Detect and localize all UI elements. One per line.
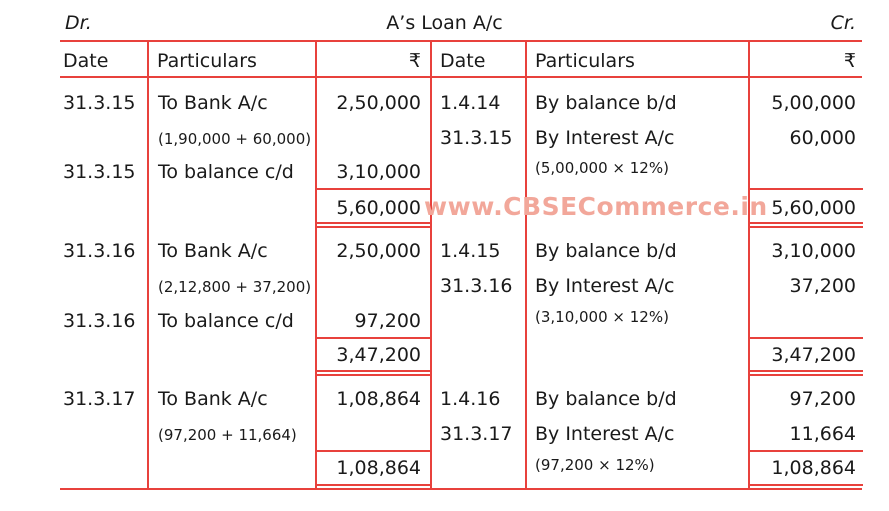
entry-particulars: To balance c/d [158,310,294,332]
entry-date: 1.4.15 [440,240,501,262]
entry-amount: 1,08,864 [336,388,421,410]
account-title: A’s Loan A/c [386,12,503,34]
total-rule-credit-3-bottom [749,484,863,486]
entry-amount: 37,200 [789,275,856,297]
entry-particulars: To Bank A/c [158,240,268,262]
entry-particulars: By Interest A/c [535,127,675,149]
entry-note: (97,200 + 11,664) [158,426,297,444]
header-amount-credit: ₹ [843,50,856,72]
total-rule-debit-1-double [316,226,431,228]
entry-date: 31.3.16 [63,310,136,332]
header-particulars-debit: Particulars [157,50,257,72]
entry-particulars: To Bank A/c [158,92,268,114]
entry-date: 31.3.16 [63,240,136,262]
total-debit: 3,47,200 [336,344,421,366]
header-date-debit: Date [63,50,109,72]
total-rule-credit-1-bottom [749,222,863,224]
total-rule-credit-1-top [749,188,863,190]
header-top-rule [60,40,862,42]
entry-particulars: By balance b/d [535,240,677,262]
total-rule-debit-2-bottom [316,370,431,372]
total-debit: 1,08,864 [336,457,421,479]
entry-date: 31.3.16 [440,275,513,297]
total-rule-debit-3-bottom [316,484,431,486]
entry-date: 1.4.14 [440,92,501,114]
entry-particulars: By balance b/d [535,388,677,410]
total-credit: 1,08,864 [771,457,856,479]
entry-date: 31.3.17 [440,423,513,445]
entry-amount: 11,664 [789,423,856,445]
entry-amount: 3,10,000 [771,240,856,262]
total-rule-credit-2-double [749,374,863,376]
total-rule-credit-2-top [749,337,863,339]
entry-date: 31.3.15 [440,127,513,149]
entry-amount: 5,00,000 [771,92,856,114]
total-credit: 5,60,000 [771,197,856,219]
debit-side-label: Dr. [65,12,92,34]
credit-side-label: Cr. [830,12,856,34]
total-rule-debit-3-top [316,450,431,452]
entry-amount: 2,50,000 [336,240,421,262]
total-rule-debit-2-top [316,337,431,339]
entry-amount: 3,10,000 [336,161,421,183]
entry-particulars: To Bank A/c [158,388,268,410]
table-bottom-rule [60,488,862,490]
entry-amount: 2,50,000 [336,92,421,114]
entry-particulars: By Interest A/c [535,275,675,297]
total-rule-debit-2-double [316,374,431,376]
entry-particulars: To balance c/d [158,161,294,183]
entry-particulars: By balance b/d [535,92,677,114]
entry-note: (5,00,000 × 12%) [535,159,669,177]
watermark: www.CBSECommerce.in [424,192,768,221]
entry-date: 31.3.15 [63,161,136,183]
entry-amount: 97,200 [354,310,421,332]
header-bottom-rule [60,76,862,78]
entry-particulars: By Interest A/c [535,423,675,445]
total-debit: 5,60,000 [336,197,421,219]
total-credit: 3,47,200 [771,344,856,366]
total-rule-credit-2-bottom [749,370,863,372]
entry-date: 31.3.17 [63,388,136,410]
header-amount-debit: ₹ [408,50,421,72]
entry-note: (97,200 × 12%) [535,456,655,474]
entry-note: (3,10,000 × 12%) [535,308,669,326]
entry-note: (2,12,800 + 37,200) [158,278,312,296]
entry-note: (1,90,000 + 60,000) [158,130,312,148]
entry-amount: 97,200 [789,388,856,410]
total-rule-credit-1-double [749,226,863,228]
header-particulars-credit: Particulars [535,50,635,72]
entry-amount: 60,000 [789,127,856,149]
center-divider [430,40,432,490]
debit-date-column-divider [147,40,149,490]
entry-date: 1.4.16 [440,388,501,410]
header-date-credit: Date [440,50,486,72]
total-rule-debit-1-bottom [316,222,431,224]
total-rule-debit-1-top [316,188,431,190]
total-rule-credit-3-top [749,450,863,452]
entry-date: 31.3.15 [63,92,136,114]
credit-date-column-divider [525,40,527,490]
